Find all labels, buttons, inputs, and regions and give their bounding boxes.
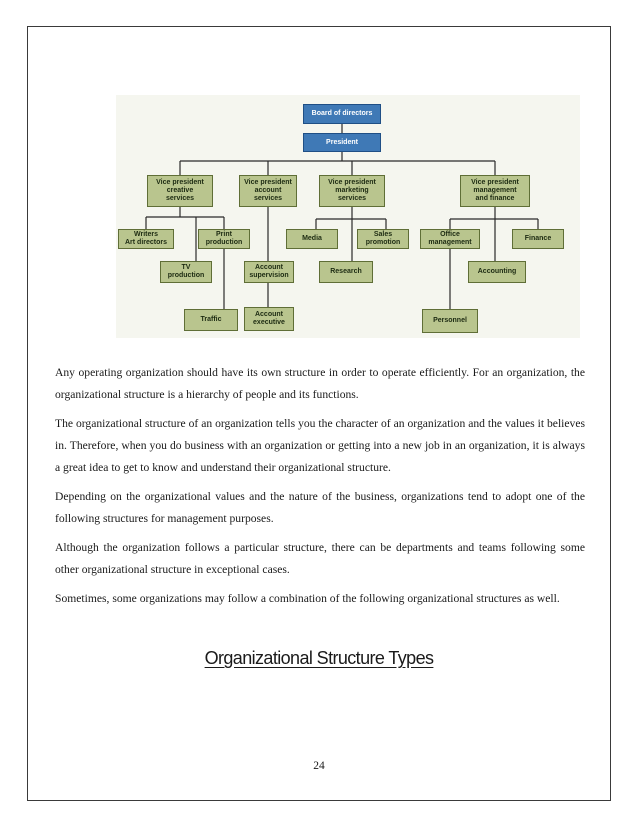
node-vp-finance: Vice president management and finance [460, 175, 530, 207]
node-tv: TV production [160, 261, 212, 283]
body-text [55, 362, 585, 617]
paragraph: Any operating organization should have its own structure in order to operate efficiently. For an organization, the organizational structure is a hierarchy of people and its functions. [55, 366, 585, 401]
page-number: 24 [313, 760, 325, 772]
node-sales-promotion: Sales promotion [357, 229, 409, 249]
node-research: Research [319, 261, 373, 283]
node-finance: Finance [512, 229, 564, 249]
node-media: Media [286, 229, 338, 249]
node-vp-marketing: Vice president marketing services [319, 175, 385, 207]
node-personnel: Personnel [422, 309, 478, 333]
paragraph: Depending on the organizational values and the nature of the business, organizations tend to adopt one of the following structures for management purposes. [55, 490, 585, 525]
node-vp-creative: Vice president creative services [147, 175, 213, 207]
node-office-management: Office management [420, 229, 480, 249]
node-president: President [303, 133, 381, 152]
node-writers: Writers Art directors [118, 229, 174, 249]
paragraph: Sometimes, some organizations may follow a combination of the following organizational structures as well. [55, 592, 560, 605]
paragraph: The organizational structure of an organization tells you the character of an organization and the values it believes in. Therefore, when you do business with an organization or getting into a new job in an organization, it is always a great idea to get to know and understand their organizational structure. [55, 417, 585, 474]
node-account-supervision: Account supervision [244, 261, 294, 283]
paragraph: Although the organization follows a particular structure, there can be departments and teams following some other organizational structure in exceptional cases. [55, 541, 585, 576]
org-chart [116, 95, 580, 338]
section-heading: Organizational Structure Types [204, 648, 434, 668]
org-chart-connectors [116, 95, 580, 338]
node-board: Board of directors [303, 104, 381, 124]
node-traffic: Traffic [184, 309, 238, 331]
node-print: Print production [198, 229, 250, 249]
node-accounting: Accounting [468, 261, 526, 283]
node-account-executive: Account executive [244, 307, 294, 331]
node-vp-account: Vice president account services [239, 175, 297, 207]
